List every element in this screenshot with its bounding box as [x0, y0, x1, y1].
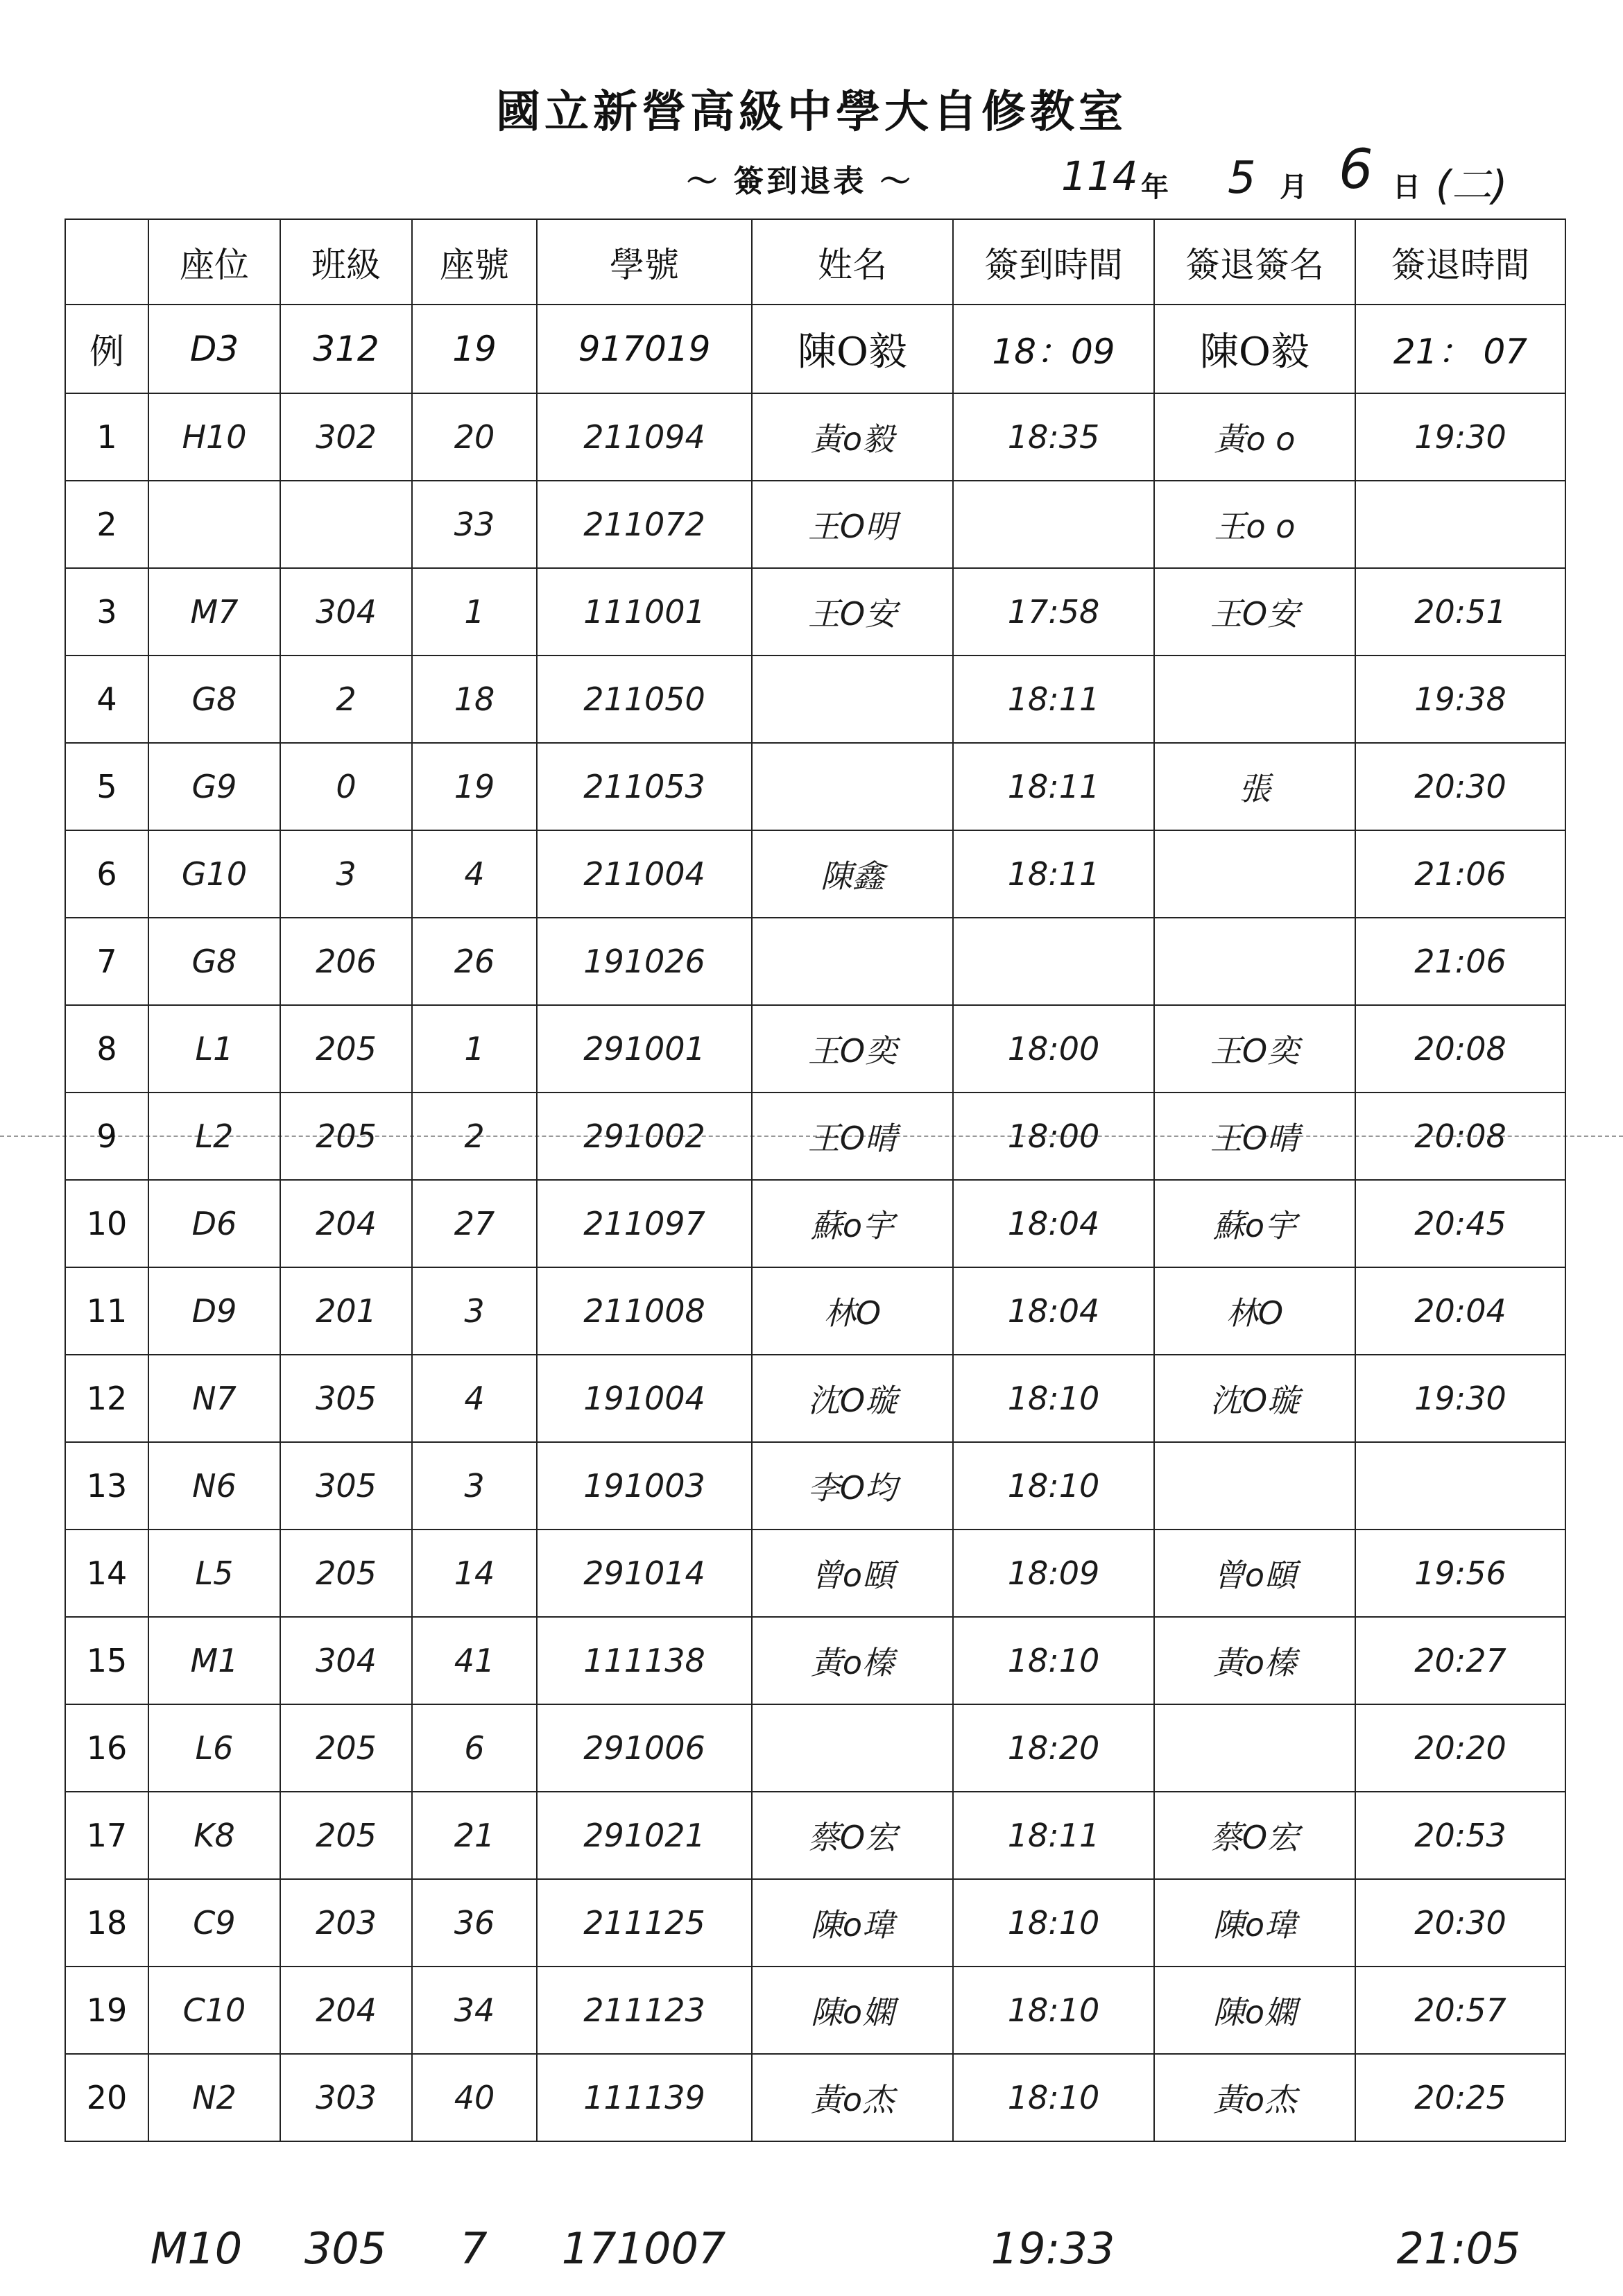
row-student-id: 211097 — [537, 1180, 752, 1267]
row-number: 19 — [412, 743, 537, 830]
row-checkin: 18:10 — [953, 1355, 1154, 1442]
row-seat: G8 — [148, 918, 280, 1005]
row-student-id: 111001 — [537, 568, 752, 656]
row-number: 21 — [412, 1792, 537, 1879]
row-name — [752, 743, 953, 830]
row-class: 0 — [280, 743, 412, 830]
row-name: 黃o榛 — [752, 1617, 953, 1704]
row-student-id: 211050 — [537, 656, 752, 743]
row-checkout: 20:27 — [1355, 1617, 1565, 1704]
signin-table — [65, 219, 1566, 2142]
extra-number: 7 — [460, 2223, 488, 2274]
row-index: 6 — [65, 830, 148, 918]
table-row — [65, 1005, 1565, 1093]
row-signout-name: 曾o頤 — [1154, 1530, 1355, 1617]
example-class: 312 — [280, 305, 412, 393]
row-seat: M7 — [148, 568, 280, 656]
row-signout-name: 王O奕 — [1154, 1005, 1355, 1093]
row-number: 33 — [412, 481, 537, 568]
row-index: 9 — [65, 1093, 148, 1180]
row-number: 4 — [412, 830, 537, 918]
row-seat: N2 — [148, 2054, 280, 2141]
row-seat: N6 — [148, 1442, 280, 1530]
row-signout-name — [1154, 830, 1355, 918]
example-seat: D3 — [148, 305, 280, 393]
row-seat: K8 — [148, 1792, 280, 1879]
row-index: 5 — [65, 743, 148, 830]
row-name — [752, 656, 953, 743]
row-checkout — [1355, 1442, 1565, 1530]
table-row — [65, 1530, 1565, 1617]
row-student-id: 291006 — [537, 1704, 752, 1792]
row-checkin: 18:00 — [953, 1093, 1154, 1180]
row-index: 1 — [65, 393, 148, 481]
row-checkin: 18:10 — [953, 2054, 1154, 2141]
row-name: 王O安 — [752, 568, 953, 656]
row-signout-name: 黃o杰 — [1154, 2054, 1355, 2141]
row-class: 204 — [280, 1180, 412, 1267]
table-row — [65, 481, 1565, 568]
example-name: 陳O毅 — [752, 305, 953, 393]
row-name: 曾o頤 — [752, 1530, 953, 1617]
row-checkout: 20:30 — [1355, 743, 1565, 830]
table-row — [65, 656, 1565, 743]
row-signout-name: 張 — [1154, 743, 1355, 830]
row-index: 11 — [65, 1267, 148, 1355]
row-checkout — [1355, 481, 1565, 568]
row-number: 40 — [412, 2054, 537, 2141]
row-index: 12 — [65, 1355, 148, 1442]
row-index: 19 — [65, 1967, 148, 2054]
row-student-id: 191026 — [537, 918, 752, 1005]
row-class — [280, 481, 412, 568]
row-class: 204 — [280, 1967, 412, 2054]
table-row — [65, 1617, 1565, 1704]
row-checkout: 19:38 — [1355, 656, 1565, 743]
row-number: 26 — [412, 918, 537, 1005]
row-name: 黃o杰 — [752, 2054, 953, 2141]
date-month-label: 月 — [1280, 171, 1307, 203]
row-seat: L6 — [148, 1704, 280, 1792]
row-index: 16 — [65, 1704, 148, 1792]
row-signout-name: 王O晴 — [1154, 1093, 1355, 1180]
row-signout-name: 陳o嫻 — [1154, 1967, 1355, 2054]
table-row — [65, 743, 1565, 830]
date-weekday: (二) — [1436, 162, 1508, 209]
row-class: 201 — [280, 1267, 412, 1355]
header-student-id: 學號 — [537, 219, 752, 305]
example-student-id: 917019 — [537, 305, 752, 393]
row-signout-name: 林O — [1154, 1267, 1355, 1355]
row-checkin: 18:10 — [953, 1617, 1154, 1704]
row-signout-name: 蔡O宏 — [1154, 1792, 1355, 1879]
row-number: 18 — [412, 656, 537, 743]
row-index: 8 — [65, 1005, 148, 1093]
row-checkout: 19:30 — [1355, 393, 1565, 481]
row-class: 206 — [280, 918, 412, 1005]
example-checkout: 21： 07 — [1355, 305, 1565, 393]
row-checkout: 20:51 — [1355, 568, 1565, 656]
row-checkout: 20:53 — [1355, 1792, 1565, 1879]
row-seat: M1 — [148, 1617, 280, 1704]
row-signout-name: 陳o瑋 — [1154, 1879, 1355, 1967]
row-signout-name: 蘇o宇 — [1154, 1180, 1355, 1267]
row-checkout: 21:06 — [1355, 918, 1565, 1005]
example-row — [65, 305, 1565, 393]
row-seat — [148, 481, 280, 568]
row-class: 205 — [280, 1005, 412, 1093]
row-student-id: 111138 — [537, 1617, 752, 1704]
table-row — [65, 1093, 1565, 1180]
row-class: 205 — [280, 1792, 412, 1879]
row-class: 3 — [280, 830, 412, 918]
row-class: 304 — [280, 568, 412, 656]
row-number: 1 — [412, 1005, 537, 1093]
row-class: 203 — [280, 1879, 412, 1967]
table-row — [65, 1704, 1565, 1792]
row-number: 3 — [412, 1267, 537, 1355]
row-seat: G10 — [148, 830, 280, 918]
table-row — [65, 1355, 1565, 1442]
extra-row — [65, 2216, 1565, 2286]
row-checkout: 20:08 — [1355, 1005, 1565, 1093]
row-checkin: 18:10 — [953, 1967, 1154, 2054]
row-index: 14 — [65, 1530, 148, 1617]
row-student-id: 111139 — [537, 2054, 752, 2141]
row-class: 303 — [280, 2054, 412, 2141]
row-checkin — [953, 918, 1154, 1005]
row-checkout: 20:04 — [1355, 1267, 1565, 1355]
row-student-id: 211094 — [537, 393, 752, 481]
row-class: 304 — [280, 1617, 412, 1704]
row-name: 陳鑫 — [752, 830, 953, 918]
row-number: 4 — [412, 1355, 537, 1442]
row-checkout: 20:20 — [1355, 1704, 1565, 1792]
table-row — [65, 1442, 1565, 1530]
date-year: 114 — [1061, 153, 1138, 200]
row-checkin: 18:20 — [953, 1704, 1154, 1792]
row-signout-name: 沈O璇 — [1154, 1355, 1355, 1442]
row-checkin: 18:35 — [953, 393, 1154, 481]
row-checkout: 21:06 — [1355, 830, 1565, 918]
row-student-id: 211125 — [537, 1879, 752, 1967]
subtitle: ～ 簽到退表 ～ — [687, 164, 913, 199]
row-name: 沈O璇 — [752, 1355, 953, 1442]
table-row — [65, 1267, 1565, 1355]
row-student-id: 211072 — [537, 481, 752, 568]
row-index: 10 — [65, 1180, 148, 1267]
row-seat: L1 — [148, 1005, 280, 1093]
row-index: 7 — [65, 918, 148, 1005]
example-label: 例 — [65, 305, 148, 393]
row-checkin: 18:00 — [953, 1005, 1154, 1093]
header-class: 班級 — [280, 219, 412, 305]
header-name: 姓名 — [752, 219, 953, 305]
row-number: 41 — [412, 1617, 537, 1704]
row-seat: N7 — [148, 1355, 280, 1442]
extra-checkin: 19:33 — [990, 2223, 1115, 2274]
row-name: 林O — [752, 1267, 953, 1355]
row-number: 14 — [412, 1530, 537, 1617]
row-checkin: 18:11 — [953, 656, 1154, 743]
header-checkin: 簽到時間 — [953, 219, 1154, 305]
row-index: 17 — [65, 1792, 148, 1879]
row-checkout: 20:25 — [1355, 2054, 1565, 2141]
row-class: 205 — [280, 1704, 412, 1792]
date-day: 6 — [1339, 139, 1373, 201]
example-number: 19 — [412, 305, 537, 393]
row-signout-name: 黃o榛 — [1154, 1617, 1355, 1704]
date-month: 5 — [1228, 153, 1256, 204]
row-checkin: 18:11 — [953, 830, 1154, 918]
row-signout-name — [1154, 656, 1355, 743]
row-number: 2 — [412, 1093, 537, 1180]
row-checkout: 19:30 — [1355, 1355, 1565, 1442]
date-line — [1061, 139, 1561, 209]
row-class: 305 — [280, 1355, 412, 1442]
row-student-id: 211008 — [537, 1267, 752, 1355]
row-student-id: 191004 — [537, 1355, 752, 1442]
row-class: 2 — [280, 656, 412, 743]
table-row — [65, 1967, 1565, 2054]
row-checkin: 17:58 — [953, 568, 1154, 656]
row-name: 王O明 — [752, 481, 953, 568]
extra-checkout: 21:05 — [1396, 2223, 1521, 2274]
row-seat: D6 — [148, 1180, 280, 1267]
row-index: 20 — [65, 2054, 148, 2141]
row-signout-name — [1154, 1704, 1355, 1792]
row-number: 34 — [412, 1967, 537, 2054]
table-row — [65, 568, 1565, 656]
row-name: 蘇o宇 — [752, 1180, 953, 1267]
row-student-id: 291014 — [537, 1530, 752, 1617]
row-number: 3 — [412, 1442, 537, 1530]
row-name: 王O晴 — [752, 1093, 953, 1180]
row-class: 302 — [280, 393, 412, 481]
row-number: 27 — [412, 1180, 537, 1267]
table-row — [65, 918, 1565, 1005]
row-checkout: 20:45 — [1355, 1180, 1565, 1267]
row-student-id: 291001 — [537, 1005, 752, 1093]
header-row — [65, 219, 1565, 305]
example-signout-name: 陳O毅 — [1154, 305, 1355, 393]
row-seat: L2 — [148, 1093, 280, 1180]
row-number: 36 — [412, 1879, 537, 1967]
row-checkin — [953, 481, 1154, 568]
row-student-id: 291002 — [537, 1093, 752, 1180]
row-class: 305 — [280, 1442, 412, 1530]
row-name: 王O奕 — [752, 1005, 953, 1093]
table-row — [65, 1180, 1565, 1267]
row-checkin: 18:04 — [953, 1180, 1154, 1267]
row-student-id: 211053 — [537, 743, 752, 830]
row-student-id: 211004 — [537, 830, 752, 918]
row-name: 陳o嫻 — [752, 1967, 953, 2054]
row-index: 18 — [65, 1879, 148, 1967]
row-seat: L5 — [148, 1530, 280, 1617]
row-seat: C10 — [148, 1967, 280, 2054]
row-checkout: 20:30 — [1355, 1879, 1565, 1967]
row-name: 陳o瑋 — [752, 1879, 953, 1967]
row-index: 15 — [65, 1617, 148, 1704]
row-name: 黃o毅 — [752, 393, 953, 481]
extra-student-id: 171007 — [561, 2223, 726, 2274]
row-checkin: 18:11 — [953, 743, 1154, 830]
row-student-id: 211123 — [537, 1967, 752, 2054]
header-checkout: 簽退時間 — [1355, 219, 1565, 305]
header-seat: 座位 — [148, 219, 280, 305]
row-signout-name — [1154, 918, 1355, 1005]
table-row — [65, 830, 1565, 918]
extra-class: 305 — [304, 2223, 387, 2274]
date-day-label: 日 — [1393, 171, 1420, 203]
table-row — [65, 2054, 1565, 2141]
example-checkin: 18：09 — [953, 305, 1154, 393]
row-number: 1 — [412, 568, 537, 656]
row-index: 13 — [65, 1442, 148, 1530]
row-seat: G8 — [148, 656, 280, 743]
date-year-label: 年 — [1141, 171, 1169, 203]
row-index: 2 — [65, 481, 148, 568]
header-signout-name: 簽退簽名 — [1154, 219, 1355, 305]
row-name: 蔡O宏 — [752, 1792, 953, 1879]
row-seat: D9 — [148, 1267, 280, 1355]
row-student-id: 291021 — [537, 1792, 752, 1879]
row-number: 6 — [412, 1704, 537, 1792]
row-name — [752, 918, 953, 1005]
header-index — [65, 219, 148, 305]
row-checkin: 18:09 — [953, 1530, 1154, 1617]
row-index: 4 — [65, 656, 148, 743]
row-signout-name: 王o o — [1154, 481, 1355, 568]
row-checkout: 20:08 — [1355, 1093, 1565, 1180]
row-name — [752, 1704, 953, 1792]
row-student-id: 191003 — [537, 1442, 752, 1530]
row-class: 205 — [280, 1093, 412, 1180]
page-title: 國立新營高級中學大自修教室 — [496, 86, 1127, 138]
row-checkin: 18:10 — [953, 1442, 1154, 1530]
row-checkout: 20:57 — [1355, 1967, 1565, 2054]
row-number: 20 — [412, 393, 537, 481]
row-checkin: 18:04 — [953, 1267, 1154, 1355]
table-row — [65, 1792, 1565, 1879]
row-seat: G9 — [148, 743, 280, 830]
row-checkin: 18:11 — [953, 1792, 1154, 1879]
table-row — [65, 1879, 1565, 1967]
row-checkin: 18:10 — [953, 1879, 1154, 1967]
extra-seat: M10 — [150, 2223, 243, 2274]
row-checkout: 19:56 — [1355, 1530, 1565, 1617]
row-seat: H10 — [148, 393, 280, 481]
row-index: 3 — [65, 568, 148, 656]
row-signout-name: 黃o o — [1154, 393, 1355, 481]
header-number: 座號 — [412, 219, 537, 305]
row-seat: C9 — [148, 1879, 280, 1967]
table-row — [65, 393, 1565, 481]
row-name: 李O均 — [752, 1442, 953, 1530]
row-signout-name — [1154, 1442, 1355, 1530]
row-class: 205 — [280, 1530, 412, 1617]
row-signout-name: 王O安 — [1154, 568, 1355, 656]
